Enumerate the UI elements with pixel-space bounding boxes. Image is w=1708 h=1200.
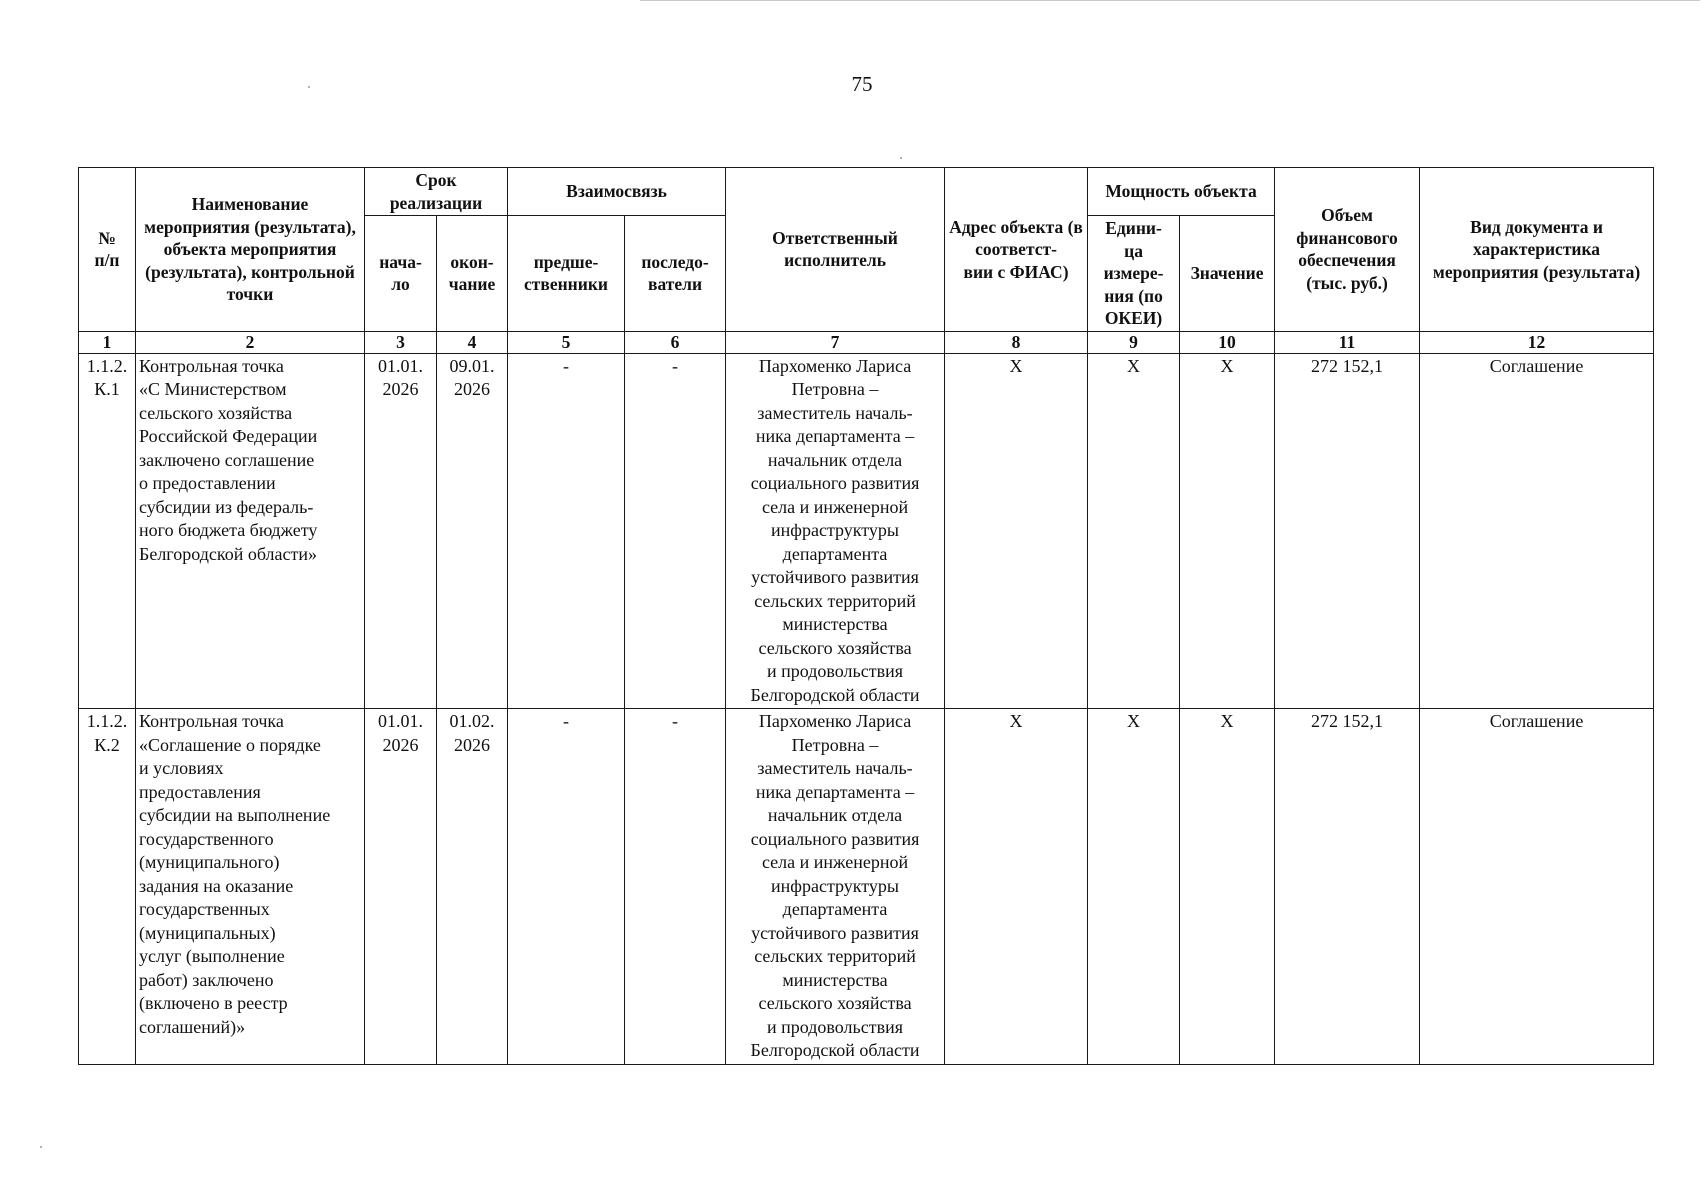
column-number: 3: [365, 331, 437, 353]
row-document: Соглашение: [1420, 353, 1654, 709]
header-relation: Взаимосвязь: [508, 168, 726, 216]
header-responsible: Ответственный исполнитель: [726, 168, 945, 332]
row-address: X: [945, 353, 1088, 709]
row-name: Контрольная точка «Соглашение о порядке и условиях предоставления субсидии на выполнение государственного (муниципального) задания на оказание государственных (муниципальных) услуг (выполнение работ) заключено (включено в реестр соглашений)»: [136, 709, 365, 1065]
column-number: 5: [508, 331, 625, 353]
row-value: X: [1180, 709, 1275, 1065]
header-no: № п/п: [79, 168, 136, 332]
column-number: 1: [79, 331, 136, 353]
header-capacity-unit: Едини- ца измере- ния (по ОКЕИ): [1088, 216, 1180, 332]
row-finance: 272 152,1: [1275, 353, 1420, 709]
header-finance: Объем финансового обеспечения (тыс. руб.): [1275, 168, 1420, 332]
scan-speck: [900, 157, 902, 159]
column-number: 11: [1275, 331, 1420, 353]
row-successors: -: [625, 709, 726, 1065]
column-number: 10: [1180, 331, 1275, 353]
header-term: Срок реализации: [365, 168, 508, 216]
row-unit: X: [1088, 709, 1180, 1065]
row-number: 1.1.2. К.1: [79, 353, 136, 709]
header-relation-next: последо- ватели: [625, 216, 726, 332]
scan-speck: [308, 86, 310, 88]
column-number: 7: [726, 331, 945, 353]
row-finance: 272 152,1: [1275, 709, 1420, 1065]
header-capacity-value: Значение: [1180, 216, 1275, 332]
row-predecessors: -: [508, 353, 625, 709]
plan-table: [78, 167, 1654, 1065]
row-start-date: 01.01. 2026: [365, 709, 437, 1065]
scan-edge-line: [640, 0, 1700, 1]
header-doc: Вид документа и характеристика мероприятия (результата): [1420, 168, 1654, 332]
scan-speck: [40, 1146, 42, 1148]
row-end-date: 01.02. 2026: [437, 709, 508, 1065]
row-end-date: 09.01. 2026: [437, 353, 508, 709]
header-term-end: окон- чание: [437, 216, 508, 332]
header-relation-prev: предше- ственники: [508, 216, 625, 332]
row-name: Контрольная точка «С Министерством сельского хозяйства Российской Федерации заключено соглашение о предоставлении субсидии из федераль- ного бюджета бюджету Белгородской области»: [136, 353, 365, 709]
page-number: 75: [851, 72, 873, 96]
row-unit: X: [1088, 353, 1180, 709]
column-number: 9: [1088, 331, 1180, 353]
row-responsible: Пархоменко Лариса Петровна – заместитель началь- ника департамента – начальник отдела социального развития села и инженерной инфраструктуры департамента устойчивого развития сельских территорий министерства сельского хозяйства и продовольствия Белгородской области: [726, 709, 945, 1065]
table-row: [79, 709, 1654, 1065]
row-predecessors: -: [508, 709, 625, 1065]
column-number: 8: [945, 331, 1088, 353]
header-name: Наименование мероприятия (результата), объекта мероприятия (результата), контрольной точки: [136, 168, 365, 332]
column-number: 2: [136, 331, 365, 353]
column-number: 6: [625, 331, 726, 353]
row-number: 1.1.2. К.2: [79, 709, 136, 1065]
row-start-date: 01.01. 2026: [365, 353, 437, 709]
row-successors: -: [625, 353, 726, 709]
column-number: 4: [437, 331, 508, 353]
row-responsible: Пархоменко Лариса Петровна – заместитель началь- ника департамента – начальник отдела социального развития села и инженерной инфраструктуры департамента устойчивого развития сельских территорий министерства сельского хозяйства и продовольствия Белгородской области: [726, 353, 945, 709]
header-capacity: Мощность объекта: [1088, 168, 1275, 216]
row-address: X: [945, 709, 1088, 1065]
header-address: Адрес объекта (в соответст- вии с ФИАС): [945, 168, 1088, 332]
row-document: Соглашение: [1420, 709, 1654, 1065]
header-term-start: нача- ло: [365, 216, 437, 332]
table-row: [79, 353, 1654, 709]
column-number: 12: [1420, 331, 1654, 353]
row-value: X: [1180, 353, 1275, 709]
